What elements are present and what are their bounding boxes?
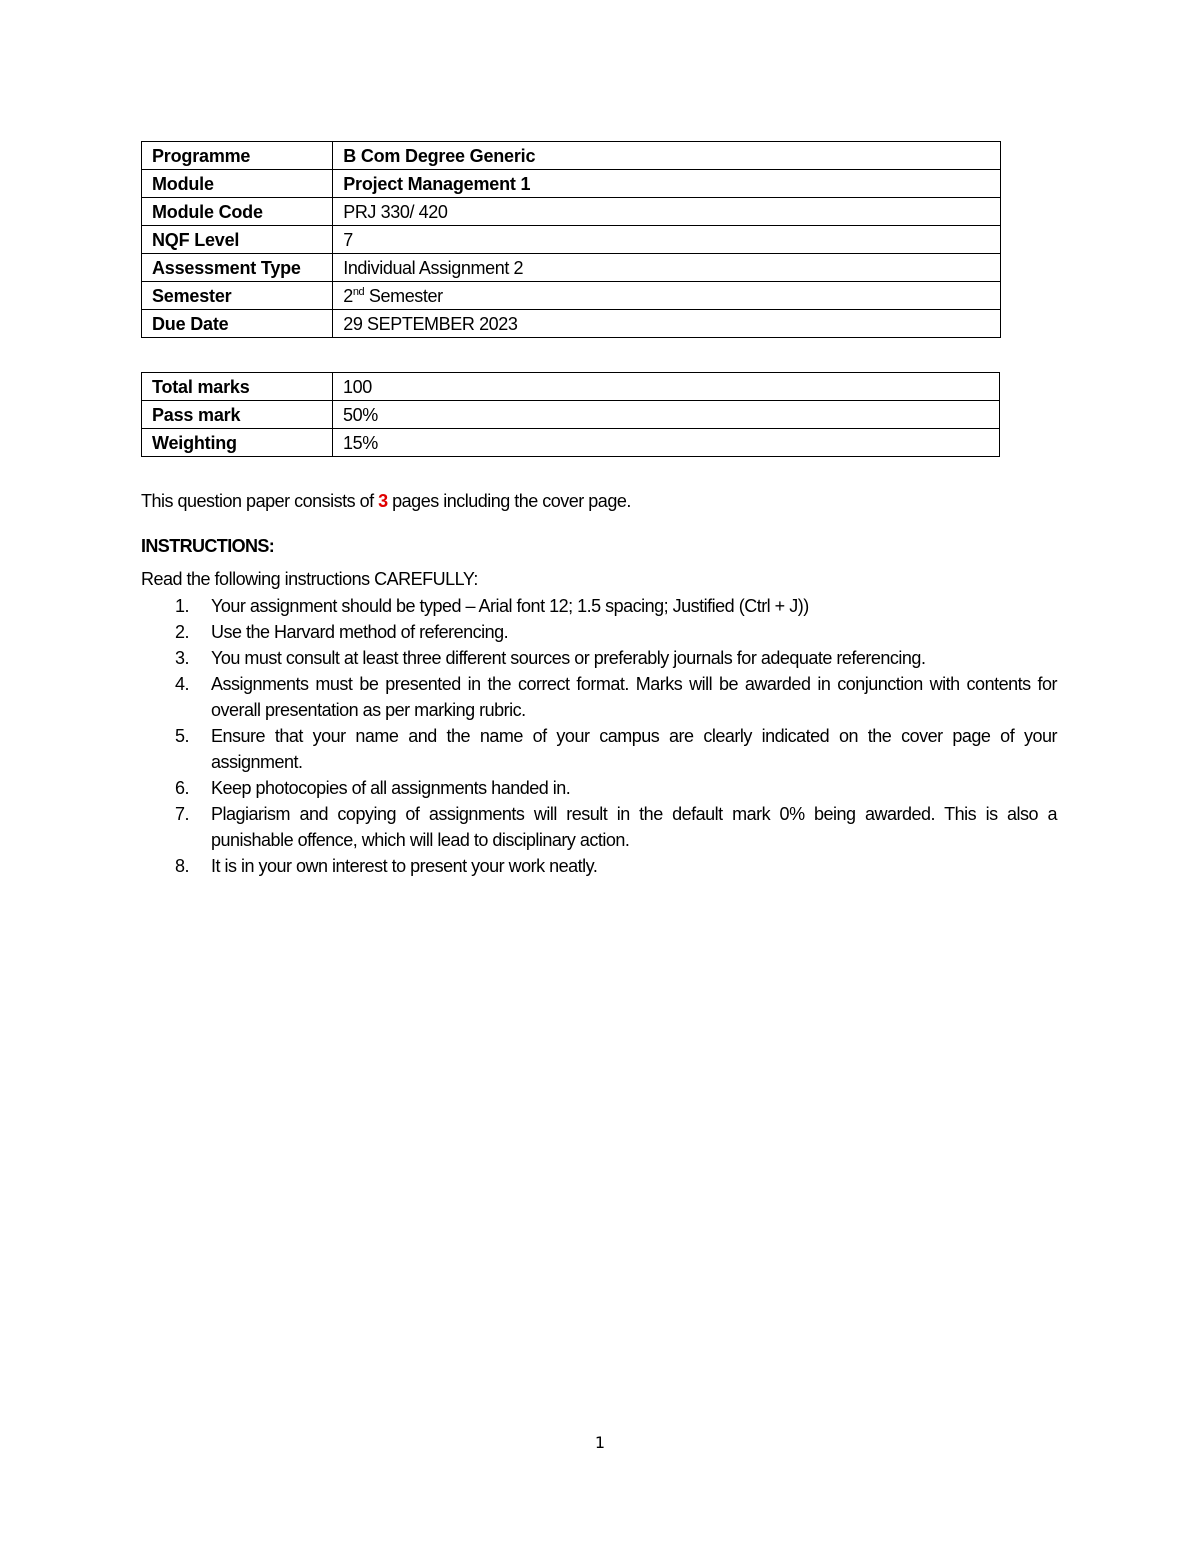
page-number: 1: [594, 1433, 606, 1452]
list-item: [141, 775, 1057, 801]
page-count-text-after: pages including the cover page.: [387, 491, 631, 511]
list-item: [141, 801, 1057, 853]
instructions-list: [141, 593, 1057, 879]
due-date-value: 29 SEPTEMBER 2023: [333, 310, 1001, 338]
module-code-value: PRJ 330/ 420: [333, 198, 1001, 226]
semester-number: 2: [343, 285, 353, 306]
list-item-number: 4.: [175, 674, 190, 694]
module-code-label: Module Code: [142, 198, 333, 226]
list-item-text: Plagiarism and copying of assignments will result in the default mark 0% being awarded. This is also a punishable offence, which will lead to disciplinary action.: [211, 804, 1057, 850]
instructions-heading: INSTRUCTIONS:: [141, 536, 275, 556]
list-item-text: Your assignment should be typed – Arial font 12; 1.5 spacing; Justified (Ctrl + J)): [211, 596, 809, 616]
table-row: [142, 142, 1001, 170]
list-item-text: It is in your own interest to present your work neatly.: [211, 856, 598, 876]
list-item: [141, 619, 1057, 645]
table-row: [142, 226, 1001, 254]
list-item-text: Keep photocopies of all assignments handed in.: [211, 778, 571, 798]
table-row: [142, 401, 1000, 429]
list-item-text: Assignments must be presented in the correct format. Marks will be awarded in conjunction with contents for overall presentation as per marking rubric.: [211, 674, 1057, 720]
list-item-number: 6.: [175, 778, 190, 798]
semester-label: Semester: [142, 282, 333, 310]
programme-value: B Com Degree Generic: [333, 142, 1001, 170]
instructions-intro: Read the following instructions CAREFULLY:: [141, 569, 478, 589]
weighting-label: Weighting: [142, 429, 333, 457]
table-row: [142, 429, 1000, 457]
list-item-number: 3.: [175, 648, 190, 668]
list-item: [141, 645, 1057, 671]
nqf-level-label: NQF Level: [142, 226, 333, 254]
module-label: Module: [142, 170, 333, 198]
table-row: [142, 198, 1001, 226]
table-row: [142, 170, 1001, 198]
list-item-number: 7.: [175, 804, 190, 824]
list-item-number: 5.: [175, 726, 190, 746]
page-count-number: 3: [378, 491, 388, 511]
page-count-text-before: This question paper consists of: [141, 491, 379, 511]
table-row: [142, 254, 1001, 282]
assessment-type-label: Assessment Type: [142, 254, 333, 282]
list-item-number: 8.: [175, 856, 190, 876]
list-item-number: 1.: [175, 596, 190, 616]
list-item-number: 2.: [175, 622, 190, 642]
semester-ordinal-suffix: nd: [352, 285, 365, 298]
list-item: [141, 593, 1057, 619]
nqf-level-value: 7: [333, 226, 1001, 254]
assessment-type-value: Individual Assignment 2: [333, 254, 1001, 282]
list-item-text: You must consult at least three different sources or preferably journals for adequate referencing.: [211, 648, 926, 668]
table-row: [142, 282, 1001, 310]
list-item: [141, 723, 1057, 775]
list-item-text: Ensure that your name and the name of your campus are clearly indicated on the cover page of your assignment.: [211, 726, 1057, 772]
table-row: [142, 373, 1000, 401]
list-item: [141, 671, 1057, 723]
semester-word: Semester: [364, 285, 443, 306]
total-marks-label: Total marks: [142, 373, 333, 401]
module-details-table: [141, 141, 1001, 338]
page-count-sentence: [141, 489, 631, 513]
marks-table: [141, 372, 1000, 457]
pass-mark-label: Pass mark: [142, 401, 333, 429]
list-item-text: Use the Harvard method of referencing.: [211, 622, 509, 642]
list-item: [141, 853, 1057, 879]
due-date-label: Due Date: [142, 310, 333, 338]
module-value: Project Management 1: [333, 170, 1001, 198]
semester-value: [333, 282, 1001, 310]
programme-label: Programme: [142, 142, 333, 170]
weighting-value: 15%: [333, 429, 1000, 457]
pass-mark-value: 50%: [333, 401, 1000, 429]
table-row: [142, 310, 1001, 338]
total-marks-value: 100: [333, 373, 1000, 401]
